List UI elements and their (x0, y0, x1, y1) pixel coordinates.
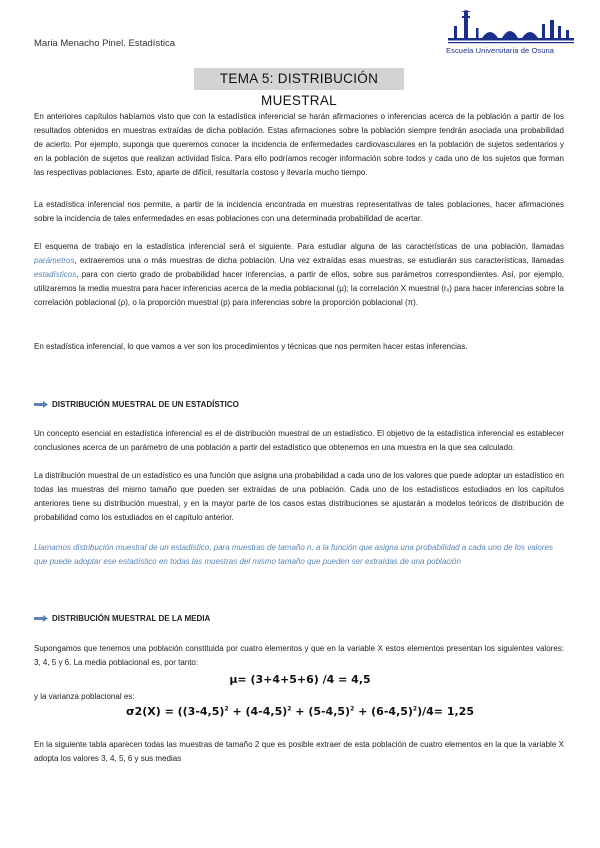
term-estadisticos: estadísticos (34, 270, 77, 279)
section-heading-statistic (34, 400, 239, 409)
variance-term-4: + (6-4,5) (354, 705, 413, 718)
intro-paragraph-2: La estadística inferencial nos permite, a partir de la incidencia encontrada en muestras representativas de tales poblaciones, hacer afirmaciones sobre la incidencia de tales enfermedades en esas poblaciones con una determinada probabilidad de acertar. (34, 200, 564, 223)
intro-paragraph-3-text-b: , extraeremos una o más muestras de dicha población. Una vez extraídas esas muestras, se estudiarán sus características, llamadas (74, 256, 564, 265)
section2-paragraph-3: En la siguiente tabla aparecen todas las muestras de tamaño 2 que es posible extraer de esta población de cuatro elementos en la que la variable X adopta los valores 3, 4, 5, 6 y sus medias (34, 740, 564, 763)
variance-formula (0, 705, 600, 718)
exp-3: 2 (350, 705, 355, 713)
variance-lhs: σ2(X) = ((3-4,5) (126, 705, 225, 718)
section2-paragraph-1: Supongamos que tenemos una población constituida por cuatro elementos y que en la variable X estos elementos presentan los siguientes valores: 3, 4, 5 y 6. La media poblacional es, por tanto: (34, 644, 564, 667)
page-title: TEMA 5: DISTRIBUCIÓN MUESTRAL (194, 68, 404, 90)
section1-paragraph-1: Un concepto esencial en estadística inferencial es el de distribución muestral de un estadístico. El objetivo de la estadística inferencial es establecer conclusiones acerca de un parámetro de una población a partir del estadístico que obtenemos en una muestra en la que sea calculado. (34, 429, 564, 452)
exp-2: 2 (287, 705, 292, 713)
variance-term-2: + (4-4,5) (228, 705, 288, 718)
logo-caption: Escuela Universitaria de Osuna (446, 46, 555, 55)
exp-1: 2 (224, 705, 229, 713)
author-line: Maria Menacho Pinel. Estadística (34, 38, 175, 49)
exp-4: 2 (412, 705, 418, 713)
intro-paragraph-4: En estadística inferencial, lo que vamos a ver son los procedimientos y técnicas que nos permiten hacer estas inferencias. (34, 342, 468, 351)
section-heading-text: DISTRIBUCIÓN MUESTRAL DE UN ESTADÍSTICO (52, 400, 239, 409)
arrow-bullet-icon (34, 615, 48, 622)
intro-paragraph-3-text-c: , para con cierto grado de probabilidad hacer inferencias, a partir de ellos, sobre sus parámetros correspondientes. Así, por ejemplo, utilizaremos la media muestra para hacer inferencias acerca de la media poblacional (μ); la correlación X muestral (rₓ) para hacer inferencias sobre la correlación poblacional (ρ), o la proporción muestral (p) para inferencias sobre la proporción poblacional (π). (34, 270, 564, 307)
term-parametros: parámetros (34, 256, 75, 265)
section-heading-text: DISTRIBUCIÓN MUESTRAL DE LA MEDIA (52, 614, 211, 623)
section2-paragraph-2: y la varianza poblacional es: (34, 692, 135, 701)
intro-paragraph-3-text-a: El esquema de trabajo en la estadística inferencial será el siguiente. Para estudiar alguna de las características de una población, llamadas (34, 242, 564, 251)
intro-paragraph-1: En anteriores capítulos habíamos visto que con la estadística inferencial se harán afirmaciones o inferencias acerca de la población a partir de los resultados obtenidos en muestras extraídas de dicha población. Estas afirmaciones sobre la población siempre tendrán asociada una probabilidad de acierto. Por ejemplo, suponga que queremos conocer la incidencia de enfermedades cardiovasculares en la población de sujetos sedentarios y en la población de sujetos que realizan actividad física. Para ello podríamos recoger información sobre todos y cada uno de los sujetos que forman las respectivas poblaciones. Esto, aparte de difícil, resultaría costoso y llevaría mucho tiempo. (34, 112, 564, 177)
intro-paragraph-3 (34, 240, 564, 310)
variance-rhs: )/4= 1,25 (417, 705, 474, 718)
definition-text: Llamamos distribución muestral de un estadístico, para muestras de tamaño n, a la función que asigna una probabilidad a cada uno de los valores que puede adoptar ese estadístico en todas las muestras del mismo tamaño que pueden ser extraídas de una población (34, 543, 553, 566)
building-logo-icon (446, 10, 576, 46)
section-heading-mean (34, 614, 210, 623)
section1-paragraph-2: La distribución muestral de un estadístico es una función que asigna una probabilidad a cada uno de los valores que puede adoptar un estadístico en todas las muestras del mismo tamaño que pueden ser extraídas de una población. Cada uno de los estadísticos estudiados en los capítulos anteriores tiene su distribución muestral, y en la mayor parte de los casos estas distribuciones se ajustarán a modelos teóricos de distribución de probabilidad como los estudiados en el capítulo anterior. (34, 471, 564, 522)
variance-term-3: + (5-4,5) (291, 705, 351, 718)
arrow-bullet-icon (34, 401, 48, 408)
mean-formula: μ= (3+4+5+6) /4 = 4,5 (229, 673, 371, 686)
university-logo (446, 10, 576, 56)
